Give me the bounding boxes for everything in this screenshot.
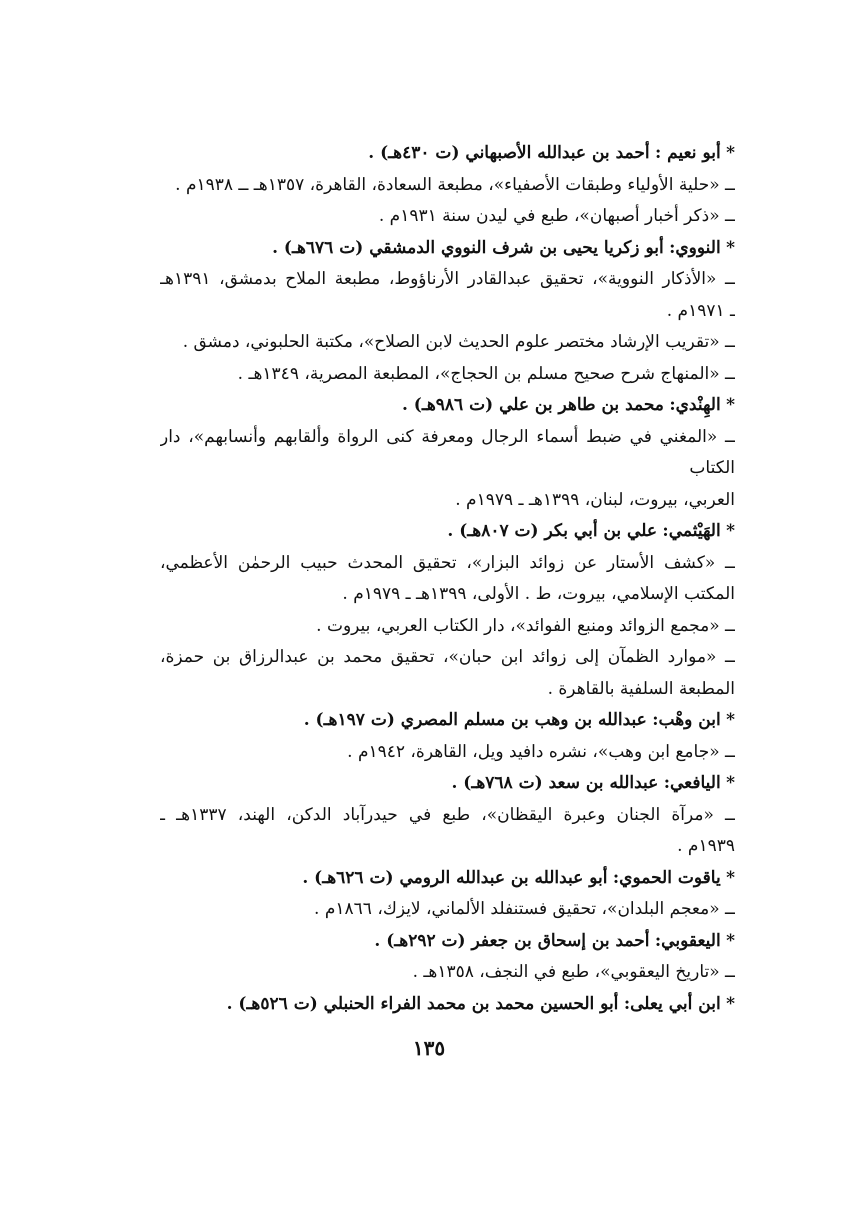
- bibliography-entry: [160, 768, 735, 863]
- work-citation: ــ «كشف الأستار عن زوائد البزار»، تحقيق المحدث حبيب الرحمٰن الأعظمي،: [160, 552, 735, 573]
- author-heading: [160, 768, 735, 800]
- work-citation-continuation: العربي، بيروت، لبنان، ١٣٩٩هـ ـ ١٩٧٩م .: [455, 489, 735, 510]
- author-heading: [160, 516, 735, 548]
- work-citation: ــ «مجمع الزوائد ومنبع الفوائد»، دار الكتاب العربي، بيروت .: [316, 615, 735, 636]
- author-full-name: أبو الحسين محمد بن محمد الفراء الحنبلي (ت ٥٢٦هـ) .: [226, 993, 619, 1014]
- work-citation-continuation: ١٩٣٩م .: [677, 836, 735, 856]
- work-citation: ــ «موارد الظمآن إلى زوائد ابن حبان»، تحقيق محمد بن عبدالرزاق بن حمزة،: [160, 647, 735, 667]
- page-number: ١٣٥: [412, 1036, 446, 1060]
- entry-star-marker: *: [726, 993, 735, 1014]
- work-citation: ــ «المغني في ضبط أسماء الرجال ومعرفة كنى الرواة وألقابهم وأنسابهم»، دار الكتاب: [160, 426, 735, 478]
- author-heading: [160, 233, 735, 265]
- bibliography-entry: [160, 926, 735, 989]
- bibliography-entry: [160, 705, 735, 768]
- bibliography-entry: [160, 989, 735, 1021]
- entry-star-marker: *: [726, 395, 735, 415]
- work-citation: ــ «المنهاج شرح صحيح مسلم بن الحجاج»، المطبعة المصرية، ١٣٤٩هـ .: [237, 363, 735, 384]
- bibliography-entry: [160, 390, 735, 516]
- author-name: الهَيْثمي:: [662, 521, 721, 541]
- author-full-name: محمد بن طاهر بن علي (ت ٩٨٦هـ) .: [401, 395, 664, 415]
- work-citation-continuation: المكتب الإسلامي، بيروت، ط . الأولى، ١٣٩٩هـ ـ ١٩٧٩م .: [342, 584, 735, 604]
- entry-star-marker: *: [726, 867, 735, 888]
- author-full-name: عبدالله بن وهب بن مسلم المصري (ت ١٩٧هـ) .: [303, 710, 647, 730]
- entry-star-marker: *: [726, 143, 735, 163]
- author-name: ابن أبي يعلى:: [623, 993, 721, 1014]
- work-citation: ــ «حلية الأولياء وطبقات الأصفياء»، مطبعة السعادة، القاهرة، ١٣٥٧هـ ــ ١٩٣٨م .: [175, 174, 735, 195]
- author-heading: [160, 705, 735, 737]
- author-full-name: أحمد بن إسحاق بن جعفر (ت ٢٩٢هـ) .: [374, 930, 650, 951]
- work-citation: ــ «تقريب الإرشاد مختصر علوم الحديث لابن الصلاح»، مكتبة الحلبوني، دمشق .: [182, 332, 735, 352]
- bibliography-entry: [160, 138, 735, 233]
- work-citation: ــ «الأذكار النووية»، تحقيق عبدالقادر الأرناؤوط، مطبعة الملاح بدمشق، ١٣٩١هـ: [160, 269, 735, 289]
- work-citation: ــ «تاريخ اليعقوبي»، طبع في النجف، ١٣٥٨هـ .: [412, 962, 735, 982]
- author-full-name: أبو عبدالله بن عبدالله الرومي (ت ٦٢٦هـ) .: [302, 867, 608, 888]
- work-citation: ــ «ذكر أخبار أصبهان»، طبع في ليدن سنة ١٩٣١م .: [378, 206, 735, 226]
- entry-star-marker: *: [726, 930, 735, 951]
- bibliography-entry: [160, 516, 735, 705]
- author-full-name: أحمد بن عبدالله الأصبهاني (ت ٤٣٠هـ) .: [368, 143, 650, 163]
- author-heading: [160, 989, 735, 1021]
- bibliography-entry: [160, 863, 735, 926]
- author-heading: [160, 390, 735, 422]
- work-citation-continuation: ـ ١٩٧١م .: [666, 300, 735, 321]
- author-heading: [160, 863, 735, 895]
- author-name: اليعقوبي:: [654, 930, 721, 951]
- author-heading: [160, 926, 735, 958]
- entry-star-marker: *: [726, 237, 735, 258]
- work-citation: ــ «مرآة الجنان وعبرة اليقظان»، طبع في حيدرآباد الدكن، الهند، ١٣٣٧هـ ـ: [160, 804, 735, 825]
- work-citation: ــ «معجم البلدان»، تحقيق فستنفلد الألماني، لايزك، ١٨٦٦م .: [314, 899, 735, 919]
- author-name: اليافعي:: [663, 773, 721, 793]
- author-full-name: علي بن أبي بكر (ت ٨٠٧هـ) .: [447, 521, 658, 541]
- entry-star-marker: *: [726, 710, 735, 730]
- work-citation: ــ «جامع ابن وهب»، نشره دافيد ويل، القاهرة، ١٩٤٢م .: [347, 741, 735, 762]
- author-name: ابن وهْب:: [652, 710, 721, 730]
- author-name: النووي:: [669, 237, 721, 258]
- bibliography-list: [160, 138, 735, 1020]
- bibliography-entry: [160, 233, 735, 391]
- entry-star-marker: *: [726, 521, 735, 541]
- entry-star-marker: *: [726, 773, 735, 793]
- author-full-name: أبو زكريا يحيى بن شرف النووي الدمشقي (ت ٦٧٦هـ) .: [272, 237, 664, 258]
- author-name: الهِنْدي:: [669, 395, 721, 415]
- author-heading: [160, 138, 735, 170]
- author-full-name: عبدالله بن سعد (ت ٧٦٨هـ) .: [451, 773, 659, 793]
- author-name: ياقوت الحموي:: [612, 867, 721, 888]
- work-citation-continuation: المطبعة السلفية بالقاهرة .: [547, 678, 735, 699]
- author-name: أبو نعيم :: [654, 143, 721, 163]
